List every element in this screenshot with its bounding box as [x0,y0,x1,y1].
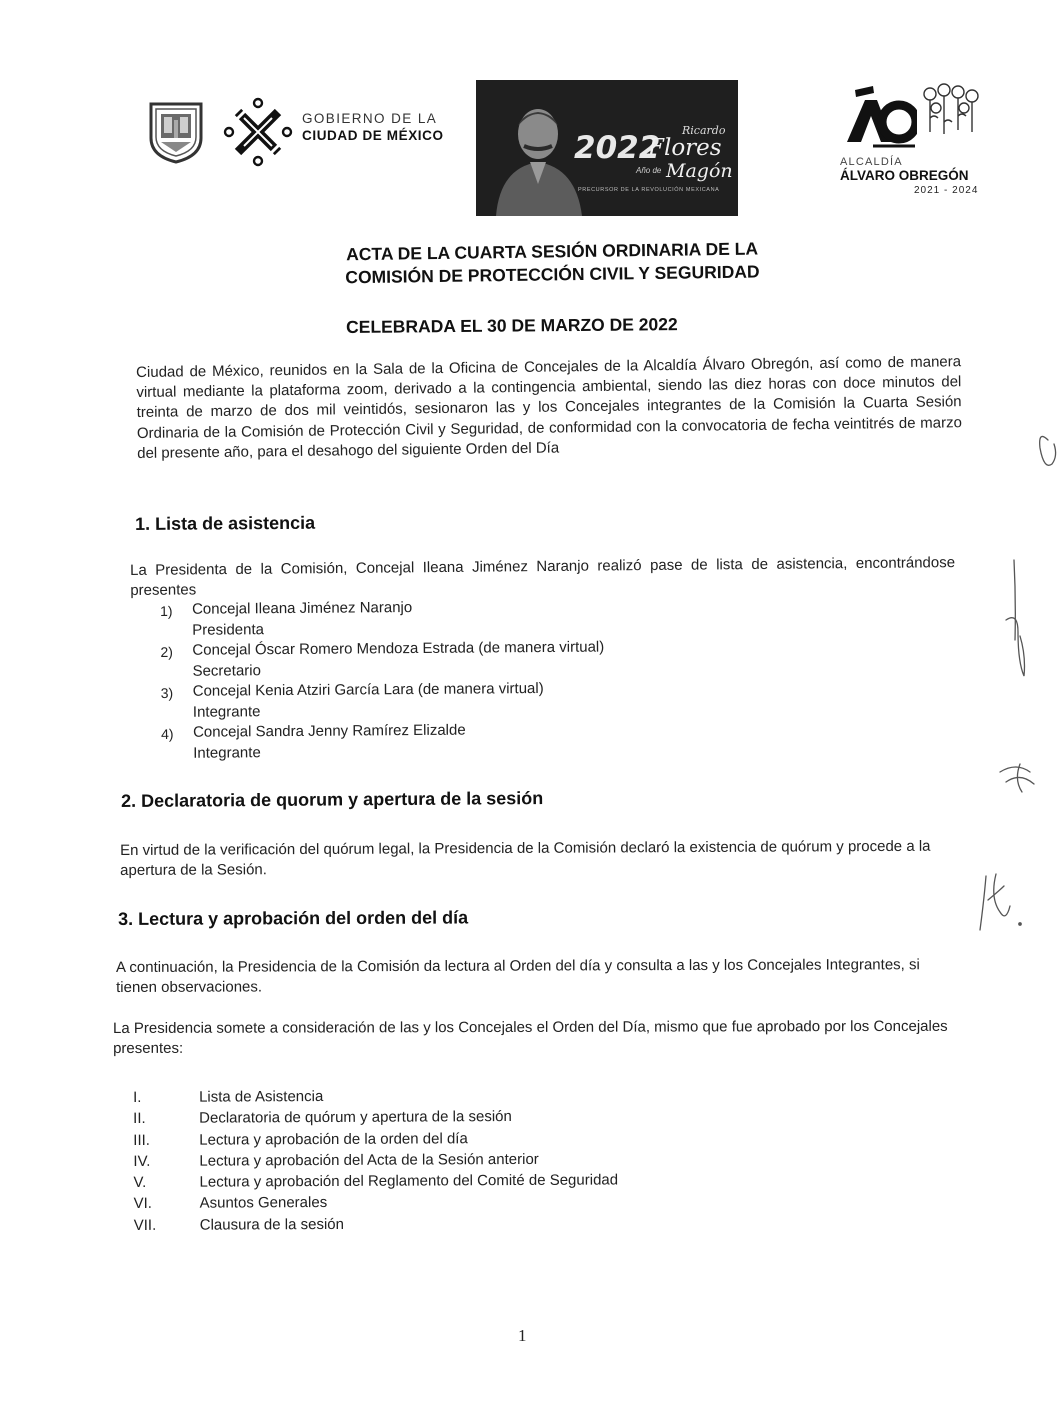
intro-paragraph: Ciudad de México, reunidos en la Sala de la Oficina de Concejales de la Alcaldía Álvaro Obregón, así como de manera virtual mediante la plataforma zoom, derivado a la contingencia ambiental, siendo las diez horas con doce minutos del treinta de marzo de dos mil veintidós, sesionaron las y los Concejales integrantes de la Comisión la Cuarta Sesión Ordinaria de la Comisión de Protección Civil y Seguridad, de conformidad con la convocatoria de fecha veintitrés de marzo del presente año, para el desahogo del siguiente Orden del Día [136,353,962,462]
alcaldia-label: ALCALDÍA [840,156,903,168]
agenda-list [133,1086,734,1238]
portrait-icon [494,98,584,216]
banner-tagline: PRECURSOR DE LA REVOLUCIÓN MEXICANA [578,187,720,193]
agenda-number: II. [133,1110,146,1128]
attendee-item [160,638,720,683]
title-line-1: ACTA DE LA CUARTA SESIÓN ORDINARIA DE LA [346,238,759,265]
banner-year: 2022 [574,130,661,166]
alcaldia-name: ÁLVARO OBREGÓN [840,168,969,183]
ao-logo-icon [843,84,917,150]
agenda-number: VII. [133,1216,157,1234]
agenda-text: Clausura de la sesión [199,1215,345,1234]
year-banner [476,80,738,216]
attendee-role: Integrante [192,703,261,721]
attendee-name: Concejal Sandra Jenny Ramírez Elizalde [192,721,466,741]
page-number: 1 [518,1326,527,1345]
section-3-text-1: A continuación, la Presidencia de la Comisión da lectura al Orden del día y consulta a las y los Concejales Integrantes, si tienen observaciones. [116,956,920,997]
agenda-text: Lectura y aprobación de la orden del día [199,1129,468,1149]
section-1-heading: 1. Lista de asistencia [135,512,316,534]
attendee-number: 3) [160,684,174,701]
attendee-name: Concejal Kenia Atziri García Lara (de manera virtual) [192,679,544,700]
title-line-2: COMISIÓN DE PROTECCIÓN CIVIL Y SEGURIDAD [345,261,760,288]
agenda-item [134,1214,734,1238]
flowers-icon [920,82,982,138]
agenda-number: VI. [133,1195,152,1213]
attendee-role: Integrante [193,744,261,762]
agenda-text: Declaratoria de quórum y apertura de la sesión [199,1108,512,1127]
agenda-number: IV. [133,1152,151,1170]
banner-name-first: Ricardo [682,124,726,137]
section-1-text: La Presidenta de la Comisión, Concejal Ileana Jiménez Naranjo realizó pase de lista de asistencia, encontrándose presentes [130,554,956,600]
attendee-number: 4) [160,725,174,742]
section-2-heading: 2. Declaratoria de quorum y apertura de la sesión [121,788,544,811]
banner-name-mid: Flores [648,135,722,161]
attendee-number: 2) [160,643,173,660]
agenda-text: Lectura y aprobación del Acta de la Sesión anterior [199,1150,539,1170]
document-subtitle: CELEBRADA EL 30 DE MARZO DE 2022 [346,314,678,337]
attendee-list [160,597,721,765]
government-logo-text [302,110,444,144]
attendee-role: Secretario [192,662,261,680]
signature-icon [960,400,1060,960]
attendee-item [161,720,721,765]
attendee-item [161,679,721,724]
document-title [292,237,813,290]
gov-line-1: GOBIERNO DE LA [302,111,438,126]
agenda-text: Lista de Asistencia [198,1088,324,1106]
attendee-number: 1) [160,602,173,619]
coat-of-arms-icon [147,100,205,164]
section-2-text: En virtud de la verificación del quórum legal, la Presidencia de la Comisión declaró la existencia de quórum y procede a la apertura de la Sesión. [120,837,931,880]
agenda-number: I. [133,1088,142,1106]
cdmx-logo-icon [222,96,294,168]
section-3-text-2: La Presidencia somete a consideración de las y los Concejales el Orden del Día, mismo que fue aprobado por los Concejales presentes: [113,1017,948,1058]
agenda-number: III. [133,1131,150,1149]
attendee-name: Concejal Ileana Jiménez Naranjo [191,599,413,618]
agenda-text: Lectura y aprobación del Reglamento del Comité de Seguridad [199,1171,619,1191]
banner-name-last: Magón [666,160,733,182]
alcaldia-period: 2021 - 2024 [914,185,979,196]
agenda-number: V. [133,1174,147,1192]
agenda-text: Asuntos Generales [199,1194,328,1213]
attendee-item [160,597,720,642]
banner-ano-de: Año de [636,166,662,175]
attendee-role: Presidenta [192,621,265,639]
attendee-name: Concejal Óscar Romero Mendoza Estrada (de manera virtual) [192,638,605,659]
gov-line-2: CIUDAD DE MÉXICO [302,128,444,143]
section-3-heading: 3. Lectura y aprobación del orden del día [118,907,469,929]
